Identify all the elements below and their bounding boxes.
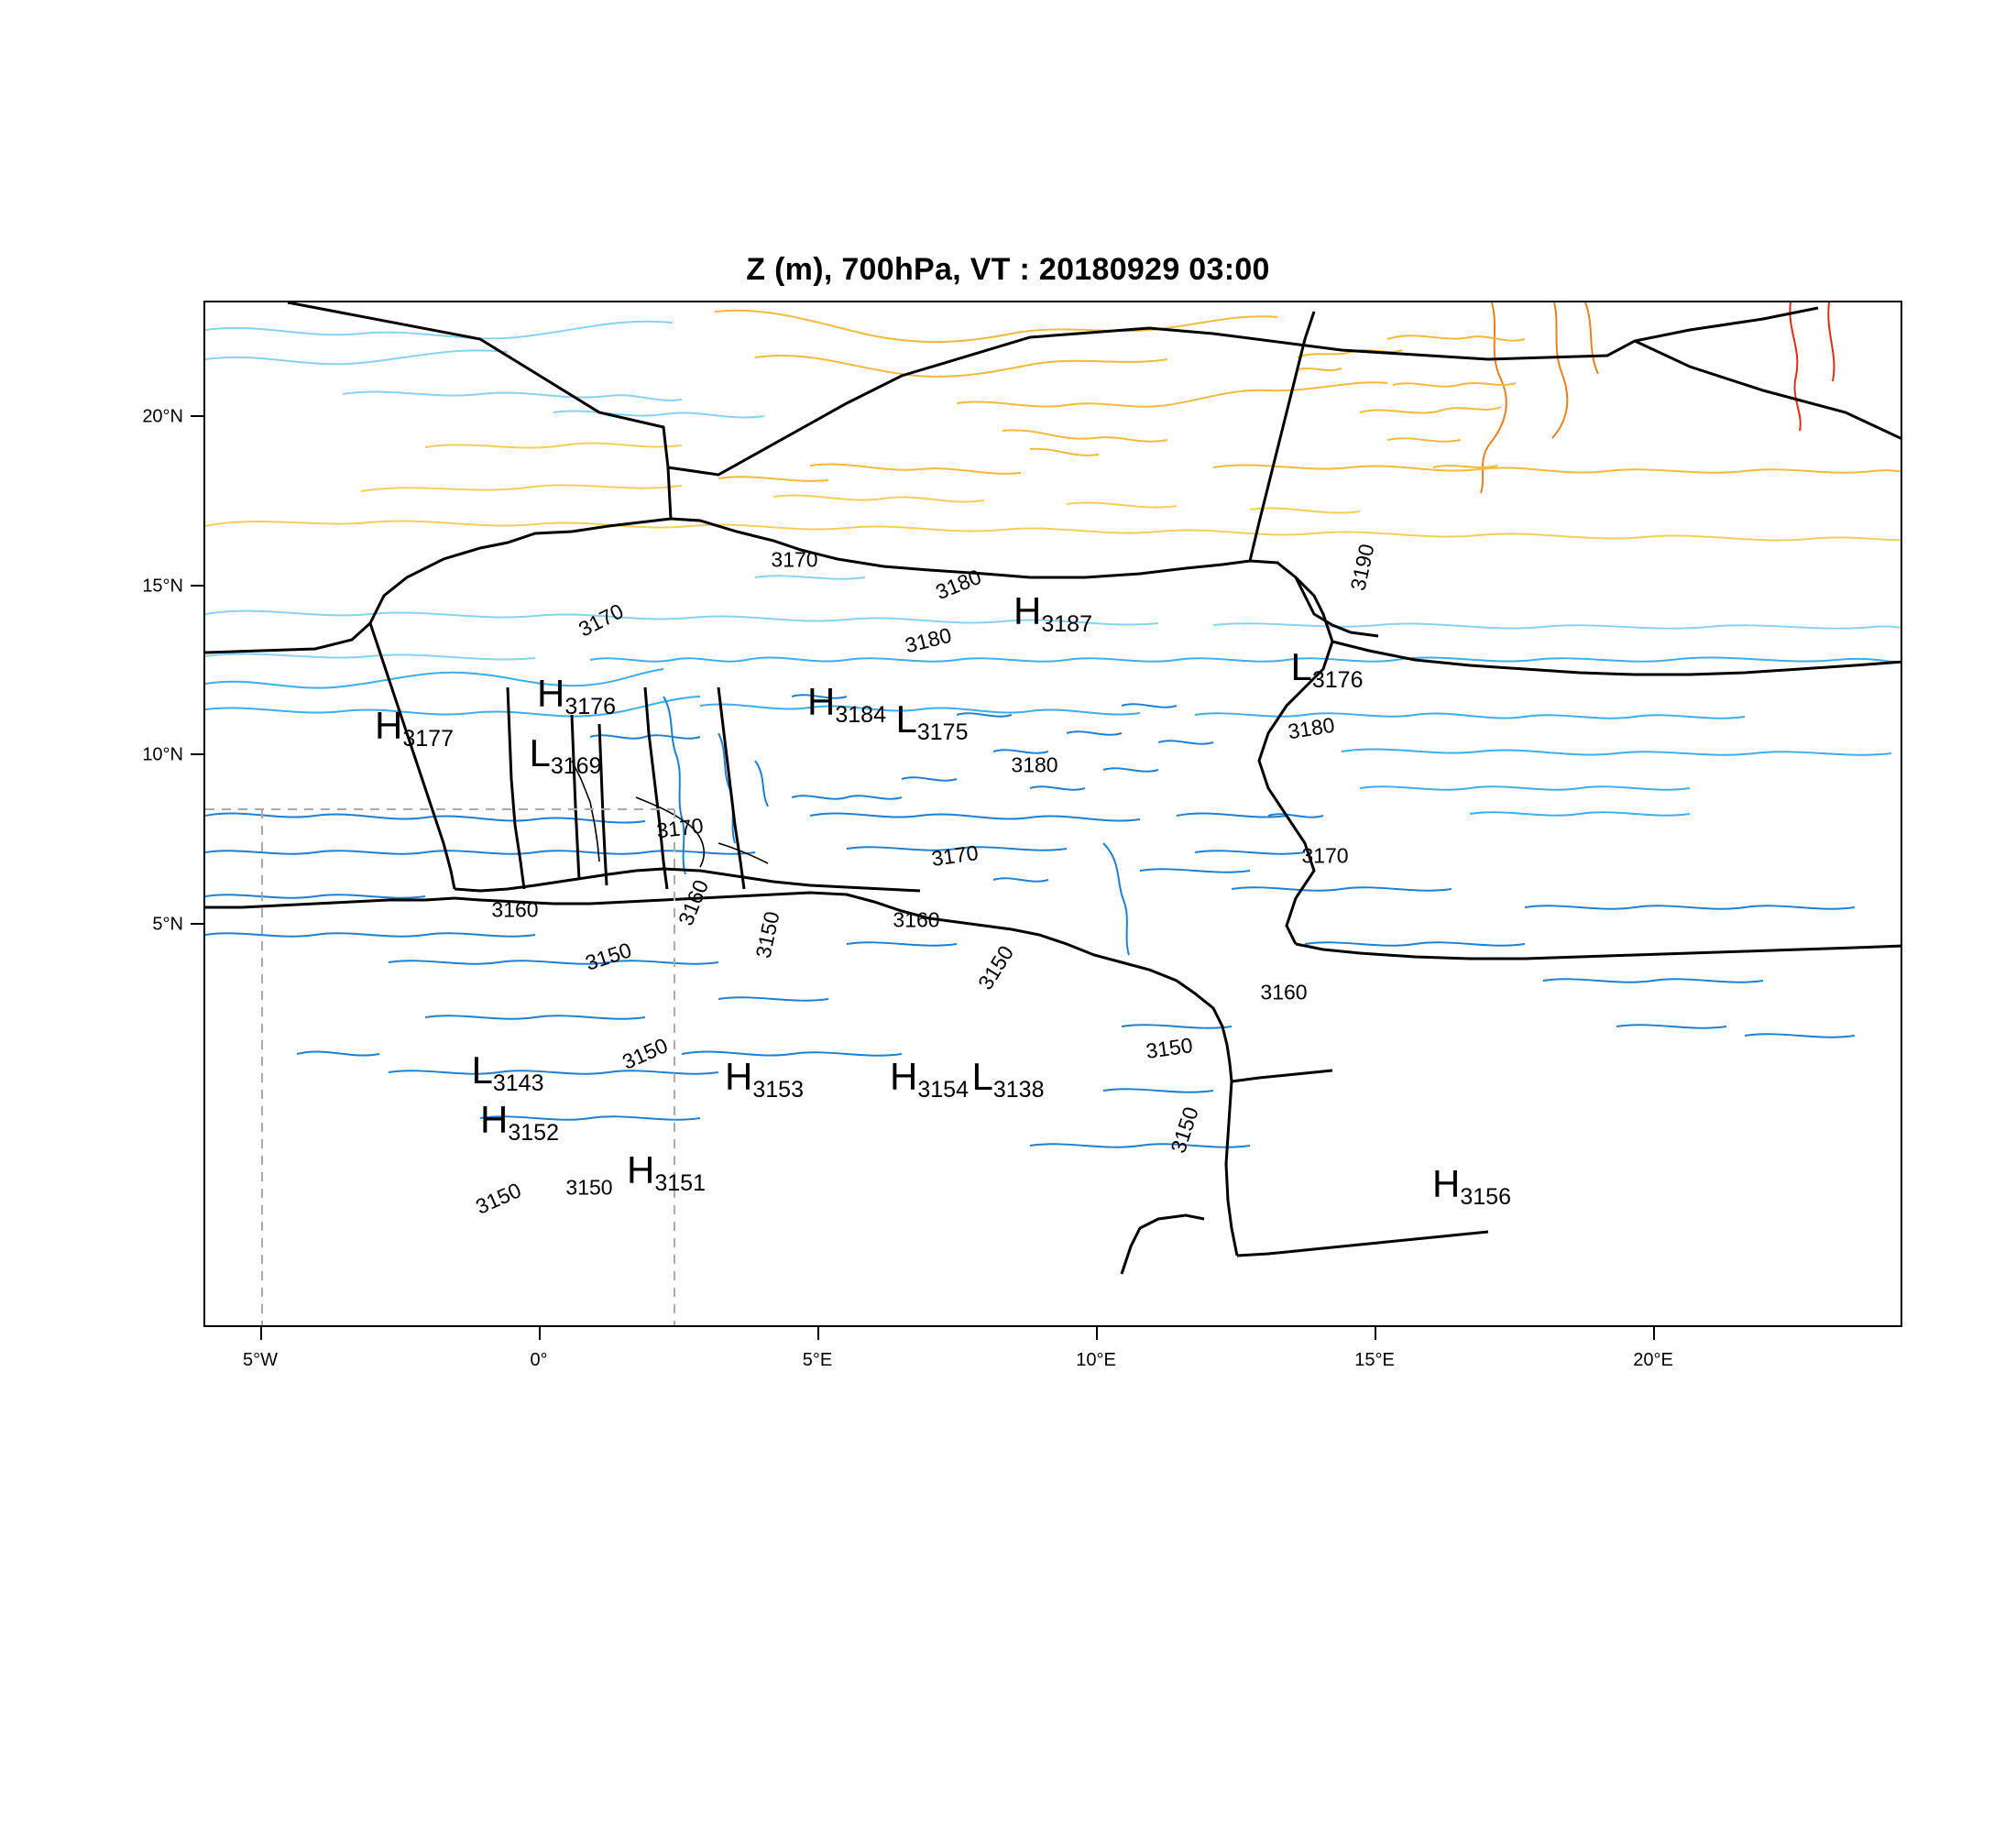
- x-tick-10E: [1096, 1327, 1098, 1340]
- x-tick-20E: [1653, 1327, 1655, 1340]
- extremum-marker-high: [627, 1148, 706, 1196]
- contour-label: 3160: [893, 907, 940, 932]
- extremum-type: L: [895, 697, 917, 741]
- extremum-type: L: [971, 1055, 993, 1098]
- contour-label: 3170: [771, 547, 818, 572]
- contour-group-3160: [205, 657, 1902, 815]
- extremum-marker-high: [1013, 589, 1092, 637]
- extremum-value: 3176: [564, 694, 616, 719]
- contour-group-3170-gold: [205, 443, 1902, 540]
- extremum-type: H: [725, 1055, 753, 1098]
- extremum-value: 3156: [1460, 1184, 1511, 1210]
- x-tick-5W: [260, 1327, 262, 1340]
- contour-label: 3150: [1166, 1103, 1203, 1157]
- extremum-type: H: [890, 1055, 918, 1098]
- extremum-type: H: [480, 1098, 509, 1141]
- extremum-type: H: [627, 1148, 655, 1191]
- contour-label: 3190: [1345, 542, 1379, 593]
- x-axis-label-10E: 10°E: [1076, 1350, 1116, 1370]
- extremum-value: 3153: [752, 1077, 804, 1103]
- x-tick-0: [539, 1327, 541, 1340]
- extremum-marker-low: [529, 731, 602, 779]
- map-contours-svg: [205, 302, 1902, 1327]
- extremum-marker-high: [807, 680, 886, 728]
- extremum-marker-high: [537, 672, 616, 719]
- contour-label: 3180: [1286, 712, 1337, 744]
- page-title: Z (m), 700hPa, VT : 20180929 03:00: [746, 252, 1270, 287]
- extremum-type: H: [537, 672, 565, 715]
- contour-label: 3150: [972, 941, 1019, 994]
- extremum-type: H: [1013, 589, 1042, 632]
- extremum-type: H: [807, 680, 836, 723]
- x-tick-5E: [817, 1327, 819, 1340]
- x-axis-label-20E: 20°E: [1633, 1350, 1673, 1370]
- y-tick-10N: [191, 753, 203, 755]
- extremum-value: 3177: [402, 726, 454, 752]
- contour-label: 3160: [1260, 980, 1308, 1004]
- reference-box: [205, 809, 674, 1327]
- contour-label: 3160: [673, 876, 714, 929]
- contour-group-3190: [1481, 302, 1835, 493]
- contour-label: 3170: [654, 813, 705, 843]
- contour-label: 3170: [1301, 843, 1349, 868]
- extremum-marker-low: [971, 1055, 1045, 1103]
- extremum-marker-high: [1432, 1162, 1511, 1210]
- extremum-type: L: [1290, 645, 1312, 688]
- contour-label: 3180: [902, 622, 954, 658]
- contour-label: 3150: [565, 1175, 613, 1200]
- contour-group-3180: [715, 311, 1902, 481]
- extremum-value: 3187: [1041, 611, 1092, 637]
- y-tick-15N: [191, 585, 203, 587]
- contour-label: 3150: [1144, 1033, 1195, 1063]
- extremum-type: L: [529, 731, 551, 774]
- extremum-type: L: [471, 1048, 493, 1092]
- y-axis-label-10N: 10°N: [142, 744, 183, 765]
- x-axis-label-5E: 5°E: [802, 1350, 833, 1370]
- extremum-value: 3169: [550, 753, 602, 779]
- contour-label: 3180: [1011, 752, 1058, 777]
- contour-label: 3150: [751, 909, 784, 960]
- x-tick-15E: [1375, 1327, 1376, 1340]
- y-axis-label-20N: 20°N: [142, 406, 183, 427]
- extremum-value: 3151: [654, 1170, 706, 1196]
- extremum-value: 3176: [1311, 667, 1364, 693]
- extremum-value: 3152: [508, 1120, 559, 1146]
- contour-label: 3150: [472, 1178, 525, 1219]
- extremum-value: 3175: [916, 719, 969, 745]
- extremum-type: H: [375, 704, 403, 747]
- y-axis-label-5N: 5°N: [152, 914, 183, 935]
- extremum-marker-low: [895, 697, 969, 745]
- extremum-value: 3138: [992, 1077, 1045, 1103]
- y-tick-5N: [191, 923, 203, 925]
- extremum-value: 3184: [835, 702, 886, 728]
- extremum-marker-high: [725, 1055, 804, 1103]
- extremum-type: H: [1432, 1162, 1461, 1205]
- contour-label: 3170: [929, 840, 981, 871]
- extremum-marker-high: [375, 704, 454, 752]
- extremum-marker-high: [480, 1098, 559, 1146]
- extremum-value: 3154: [917, 1077, 969, 1103]
- extremum-marker-high: [890, 1055, 969, 1103]
- contour-label: 3180: [932, 564, 985, 605]
- extremum-value: 3143: [492, 1070, 544, 1096]
- x-axis-label-5W: 5°W: [243, 1350, 278, 1370]
- x-axis-label-15E: 15°E: [1354, 1350, 1395, 1370]
- contour-label: 3170: [575, 598, 628, 642]
- contour-label: 3160: [491, 897, 539, 922]
- extremum-marker-low: [1290, 645, 1364, 693]
- contour-label: 3150: [582, 938, 635, 975]
- y-axis-label-15N: 15°N: [142, 576, 183, 597]
- extremum-marker-low: [471, 1048, 544, 1096]
- contour-label: 3150: [619, 1033, 672, 1074]
- contour-map-plot: [203, 301, 1902, 1327]
- x-axis-label-0: 0°: [530, 1350, 548, 1370]
- y-tick-20N: [191, 415, 203, 417]
